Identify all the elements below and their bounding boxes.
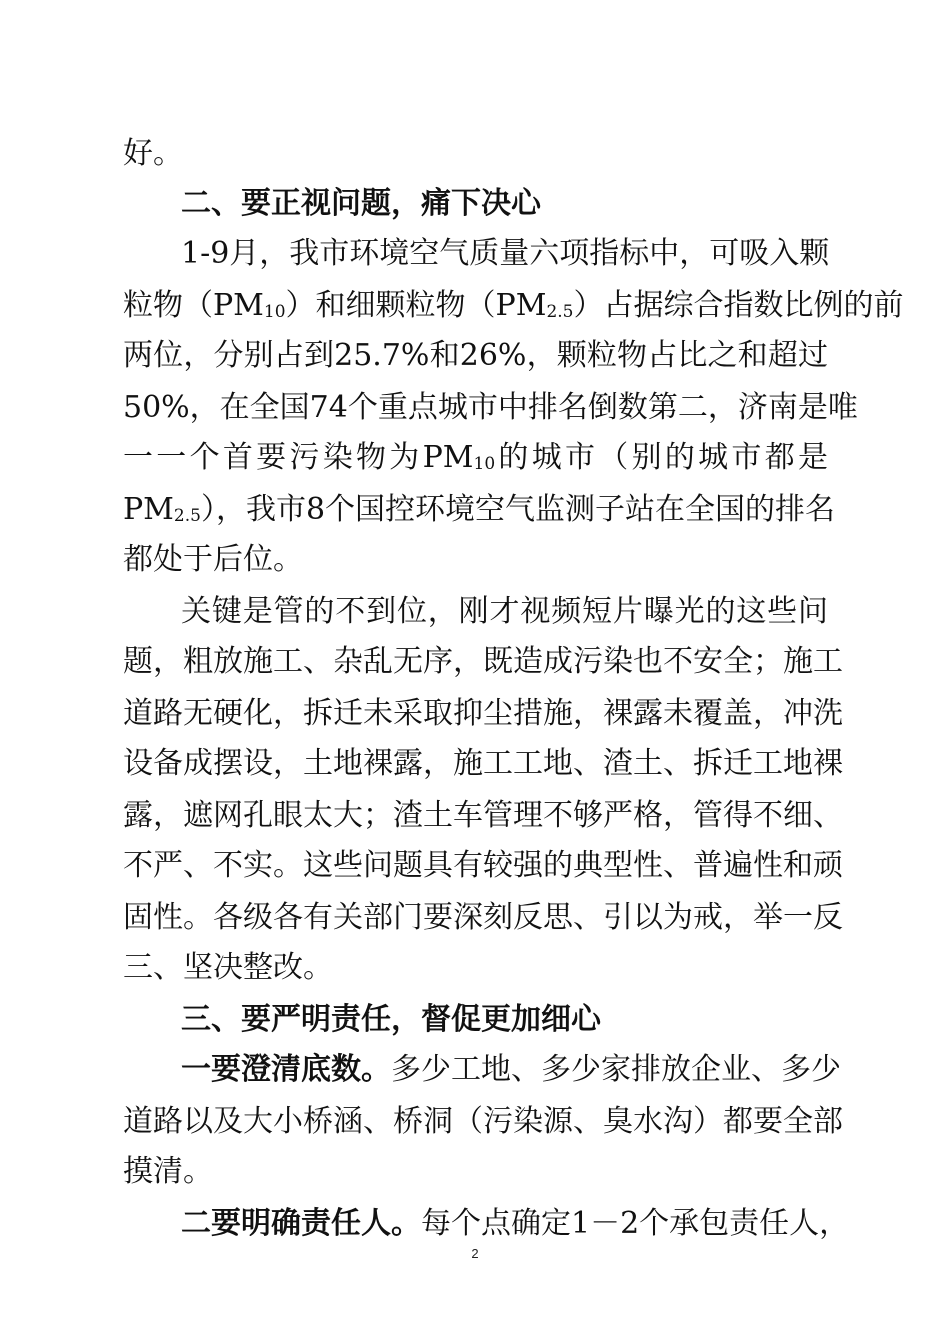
text-fragment: 粒物（PM bbox=[123, 288, 264, 323]
paragraph-line: 关键是管的不到位，刚才视频短片曝光的这些问 bbox=[181, 594, 828, 629]
subscript: 10 bbox=[473, 454, 496, 474]
paragraph-line: 都处于后位。 bbox=[123, 542, 303, 577]
section-heading: 二、要正视问题，痛下决心 bbox=[181, 186, 541, 221]
section-heading: 三、要严明责任，督促更加细心 bbox=[181, 1002, 601, 1037]
page-number: 2 bbox=[471, 1246, 479, 1261]
paragraph-line: 三、坚决整改。 bbox=[123, 950, 333, 985]
paragraph-line: 题，粗放施工、杂乱无序，既造成污染也不安全；施工 bbox=[123, 644, 843, 679]
paragraph-line bbox=[123, 484, 836, 536]
paragraph-line: 摸清。 bbox=[123, 1154, 213, 1189]
paragraph-line: 道路无硬化，拆迁未采取抑尘措施，裸露未覆盖，冲洗 bbox=[123, 696, 843, 731]
paragraph-line bbox=[123, 432, 828, 484]
paragraph-line: 50%，在全国74个重点城市中排名倒数第二，济南是唯 bbox=[123, 390, 858, 425]
text-fragment: 一一个首要污染物为PM bbox=[123, 440, 474, 475]
text-fragment: 的城市（别的城市都是 bbox=[495, 440, 829, 475]
text-fragment: PM bbox=[123, 492, 174, 527]
paragraph-line bbox=[123, 280, 904, 332]
paragraph-line: 露，遮网孔眼太大；渣土车管理不够严格，管得不细、 bbox=[123, 798, 843, 833]
paragraph-line: 不严、不实。这些问题具有较强的典型性、普遍性和顽 bbox=[123, 848, 843, 883]
paragraph-line: 道路以及大小桥涵、桥洞（污染源、臭水沟）都要全部 bbox=[123, 1104, 843, 1139]
text-fragment: 每个点确定1－2个承包责任人， bbox=[421, 1206, 850, 1241]
text-fragment: ）和细颗粒物（PM bbox=[285, 288, 547, 323]
text-fragment: 多少工地、多少家排放企业、多少 bbox=[391, 1052, 841, 1087]
paragraph-line: 固性。各级各有关部门要深刻反思、引以为戒，举一反 bbox=[123, 900, 843, 935]
text-fragment: ）占据综合指数比例的前 bbox=[573, 288, 904, 323]
paragraph-line: 两位，分别占到25.7%和26%，颗粒物占比之和超过 bbox=[123, 338, 828, 373]
paragraph-line bbox=[181, 1198, 850, 1250]
paragraph-line bbox=[181, 1044, 841, 1096]
subscript: 2.5 bbox=[546, 302, 574, 322]
subscript: 2.5 bbox=[173, 506, 201, 526]
bold-lead: 二要明确责任人。 bbox=[181, 1206, 421, 1241]
text-fragment: ），我市8个国控环境空气监测子站在全国的排名 bbox=[200, 492, 836, 527]
subscript: 10 bbox=[263, 302, 286, 322]
paragraph-line: 1-9月，我市环境空气质量六项指标中，可吸入颗 bbox=[181, 236, 830, 271]
bold-lead: 一要澄清底数。 bbox=[181, 1052, 391, 1087]
paragraph-line: 好。 bbox=[123, 136, 183, 171]
paragraph-line: 设备成摆设，土地裸露，施工工地、渣土、拆迁工地裸 bbox=[123, 746, 843, 781]
